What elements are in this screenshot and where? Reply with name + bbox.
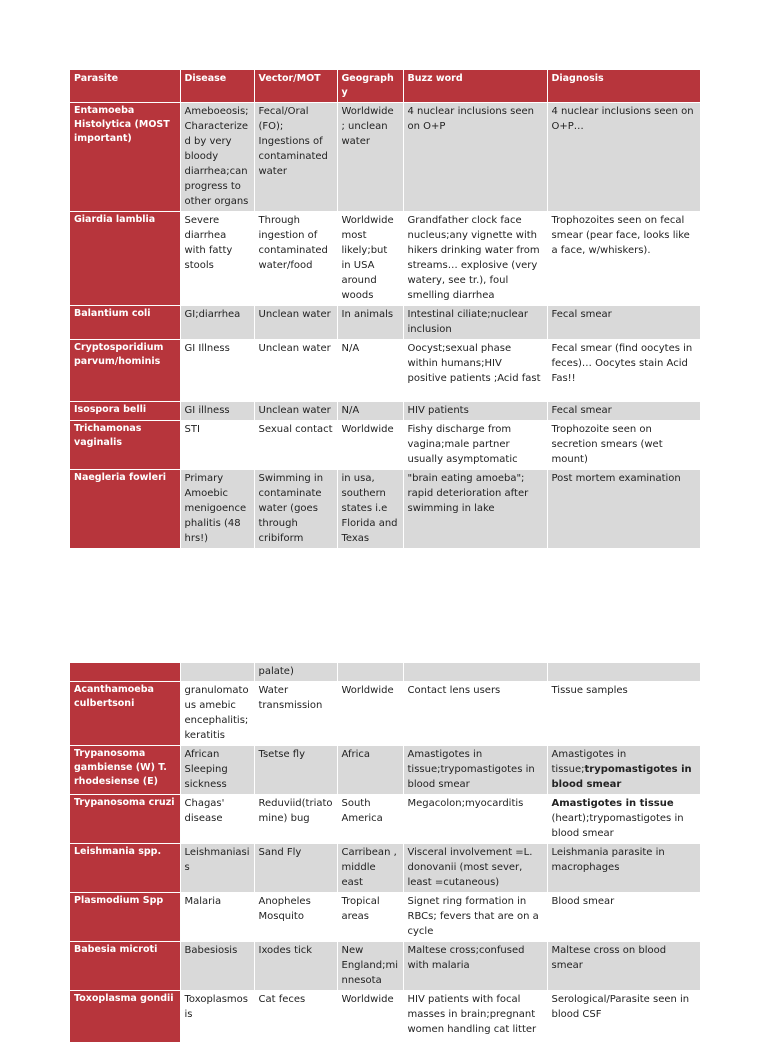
diagnosis-cell: Blood smear bbox=[547, 893, 700, 942]
disease-cell: GI illness bbox=[180, 402, 254, 421]
table-row bbox=[70, 103, 700, 212]
table-row bbox=[70, 306, 700, 340]
table-row bbox=[70, 340, 700, 402]
diagnosis-cell bbox=[547, 746, 700, 795]
buzz-cell: "brain eating amoeba"; rapid deterioration after swimming in lake bbox=[403, 470, 547, 549]
diagnosis-cell: Leishmania parasite in macrophages bbox=[547, 844, 700, 893]
diagnosis-cell: Fecal smear bbox=[547, 402, 700, 421]
parasite-table-1 bbox=[70, 70, 701, 549]
disease-cell: Babesiosis bbox=[180, 942, 254, 991]
diagnosis-cell: Fecal smear (find oocytes in feces)… Oocytes stain Acid Fas!! bbox=[547, 340, 700, 402]
diagnosis-cell: Post mortem examination bbox=[547, 470, 700, 549]
disease-cell bbox=[180, 663, 254, 682]
diagnosis-cell: Maltese cross on blood smear bbox=[547, 942, 700, 991]
parasite-cell bbox=[70, 663, 180, 682]
parasite-cell: Naegleria fowleri bbox=[70, 470, 180, 549]
disease-cell: Malaria bbox=[180, 893, 254, 942]
disease-cell: Severe diarrhea with fatty stools bbox=[180, 212, 254, 306]
parasite-cell: Plasmodium Spp bbox=[70, 893, 180, 942]
geography-cell: in usa, southern states i.e Florida and Texas bbox=[337, 470, 403, 549]
buzz-cell: Fishy discharge from vagina;male partner usually asymptomatic bbox=[403, 421, 547, 470]
disease-cell: Chagas' disease bbox=[180, 795, 254, 844]
diagnosis-text: (heart);trypomastigotes in blood smear bbox=[551, 813, 684, 839]
disease-cell: Leishmaniasis bbox=[180, 844, 254, 893]
vector-cell: Through ingestion of contaminated water/food bbox=[254, 212, 337, 306]
buzz-cell: HIV patients with focal masses in brain;pregnant women handling cat litter bbox=[403, 991, 547, 1043]
geography-cell: Tropical areas bbox=[337, 893, 403, 942]
disease-cell: Ameboeosis; Characterized by very bloody diarrhea;can progress to other organs bbox=[180, 103, 254, 212]
geography-cell: Africa bbox=[337, 746, 403, 795]
header-geography: Geography bbox=[337, 70, 403, 103]
parasite-cell: Cryptosporidium parvum/hominis bbox=[70, 340, 180, 402]
parasite-cell: Leishmania spp. bbox=[70, 844, 180, 893]
diagnosis-bold-text: trypomastigotes in blood smear bbox=[551, 764, 692, 790]
vector-cell: Fecal/Oral (FO); Ingestions of contaminated water bbox=[254, 103, 337, 212]
header-row bbox=[70, 70, 700, 103]
geography-cell: N/A bbox=[337, 402, 403, 421]
table-row bbox=[70, 991, 700, 1043]
continuation-row bbox=[70, 663, 700, 682]
geography-cell: New England;minnesota bbox=[337, 942, 403, 991]
vector-cell: Ixodes tick bbox=[254, 942, 337, 991]
buzz-cell bbox=[403, 663, 547, 682]
header-vector: Vector/MOT bbox=[254, 70, 337, 103]
vector-cell: palate) bbox=[254, 663, 337, 682]
disease-cell: STI bbox=[180, 421, 254, 470]
disease-cell: Primary Amoebic menigoencephalitis (48 hrs!) bbox=[180, 470, 254, 549]
vector-cell: Unclean water bbox=[254, 402, 337, 421]
buzz-cell: Oocyst;sexual phase within humans;HIV positive patients ;Acid fast bbox=[403, 340, 547, 402]
diagnosis-cell bbox=[547, 795, 700, 844]
table-row bbox=[70, 942, 700, 991]
header-buzz-word: Buzz word bbox=[403, 70, 547, 103]
geography-cell: Carribean , middle east bbox=[337, 844, 403, 893]
vector-cell: Water transmission bbox=[254, 682, 337, 746]
vector-cell: Unclean water bbox=[254, 306, 337, 340]
parasite-cell: Entamoeba Histolytica (MOST important) bbox=[70, 103, 180, 212]
disease-cell: African Sleeping sickness bbox=[180, 746, 254, 795]
geography-cell: Worldwide bbox=[337, 682, 403, 746]
vector-cell: Swimming in contaminate water (goes through cribiform bbox=[254, 470, 337, 549]
parasite-cell: Isospora belli bbox=[70, 402, 180, 421]
header-parasite: Parasite bbox=[70, 70, 180, 103]
buzz-cell: Amastigotes in tissue;trypomastigotes in blood smear bbox=[403, 746, 547, 795]
vector-cell: Anopheles Mosquito bbox=[254, 893, 337, 942]
table-row bbox=[70, 470, 700, 549]
buzz-cell: Grandfather clock face nucleus;any vignette with hikers drinking water from streams… explosive (very watery, see tr.), foul smelling diarrhea bbox=[403, 212, 547, 306]
parasite-cell: Giardia lamblia bbox=[70, 212, 180, 306]
header-diagnosis: Diagnosis bbox=[547, 70, 700, 103]
buzz-cell: 4 nuclear inclusions seen on O+P bbox=[403, 103, 547, 212]
vector-cell: Sexual contact bbox=[254, 421, 337, 470]
table-row bbox=[70, 682, 700, 746]
parasite-table-2 bbox=[70, 663, 701, 1043]
buzz-cell: Contact lens users bbox=[403, 682, 547, 746]
vector-cell: Tsetse fly bbox=[254, 746, 337, 795]
parasite-cell: Trichamonas vaginalis bbox=[70, 421, 180, 470]
parasite-cell: Acanthamoeba culbertsoni bbox=[70, 682, 180, 746]
geography-cell: Worldwide most likely;but in USA around woods bbox=[337, 212, 403, 306]
table-row bbox=[70, 212, 700, 306]
diagnosis-cell: 4 nuclear inclusions seen on O+P… bbox=[547, 103, 700, 212]
table-row bbox=[70, 795, 700, 844]
parasite-cell: Balantium coli bbox=[70, 306, 180, 340]
header-disease: Disease bbox=[180, 70, 254, 103]
geography-cell: N/A bbox=[337, 340, 403, 402]
buzz-cell: Intestinal ciliate;nuclear inclusion bbox=[403, 306, 547, 340]
table-row bbox=[70, 746, 700, 795]
table-row bbox=[70, 421, 700, 470]
geography-cell: South America bbox=[337, 795, 403, 844]
diagnosis-bold-text: Amastigotes in tissue bbox=[551, 798, 674, 809]
parasite-cell: Toxoplasma gondii bbox=[70, 991, 180, 1043]
vector-cell: Cat feces bbox=[254, 991, 337, 1043]
disease-cell: GI Illness bbox=[180, 340, 254, 402]
diagnosis-cell: Trophozoites seen on fecal smear (pear face, looks like a face, w/whiskers). bbox=[547, 212, 700, 306]
buzz-cell: Megacolon;myocarditis bbox=[403, 795, 547, 844]
buzz-cell: HIV patients bbox=[403, 402, 547, 421]
parasite-cell: Trypanosoma cruzi bbox=[70, 795, 180, 844]
diagnosis-cell: Tissue samples bbox=[547, 682, 700, 746]
geography-cell: Worldwide bbox=[337, 421, 403, 470]
geography-cell bbox=[337, 663, 403, 682]
buzz-cell: Maltese cross;confused with malaria bbox=[403, 942, 547, 991]
vector-cell: Reduviid(triatomine) bug bbox=[254, 795, 337, 844]
parasite-cell: Trypanosoma gambiense (W) T. rhodesiense (E) bbox=[70, 746, 180, 795]
disease-cell: GI;diarrhea bbox=[180, 306, 254, 340]
diagnosis-cell bbox=[547, 663, 700, 682]
diagnosis-cell: Fecal smear bbox=[547, 306, 700, 340]
disease-cell: Toxoplasmosis bbox=[180, 991, 254, 1043]
table-row bbox=[70, 893, 700, 942]
geography-cell: Worldwide ; unclean water bbox=[337, 103, 403, 212]
vector-cell: Unclean water bbox=[254, 340, 337, 402]
buzz-cell: Signet ring formation in RBCs; fevers that are on a cycle bbox=[403, 893, 547, 942]
geography-cell: Worldwide bbox=[337, 991, 403, 1043]
diagnosis-cell: Trophozoite seen on secretion smears (wet mount) bbox=[547, 421, 700, 470]
disease-cell: granulomatous amebic encephalitis; keratitis bbox=[180, 682, 254, 746]
buzz-cell: Visceral involvement =L. donovanii (most sever, least =cutaneous) bbox=[403, 844, 547, 893]
parasite-cell: Babesia microti bbox=[70, 942, 180, 991]
diagnosis-cell: Serological/Parasite seen in blood CSF bbox=[547, 991, 700, 1043]
table-row bbox=[70, 402, 700, 421]
geography-cell: In animals bbox=[337, 306, 403, 340]
diagnosis-text: Amastigotes in tissue; bbox=[551, 749, 627, 775]
vector-cell: Sand Fly bbox=[254, 844, 337, 893]
table-row bbox=[70, 844, 700, 893]
